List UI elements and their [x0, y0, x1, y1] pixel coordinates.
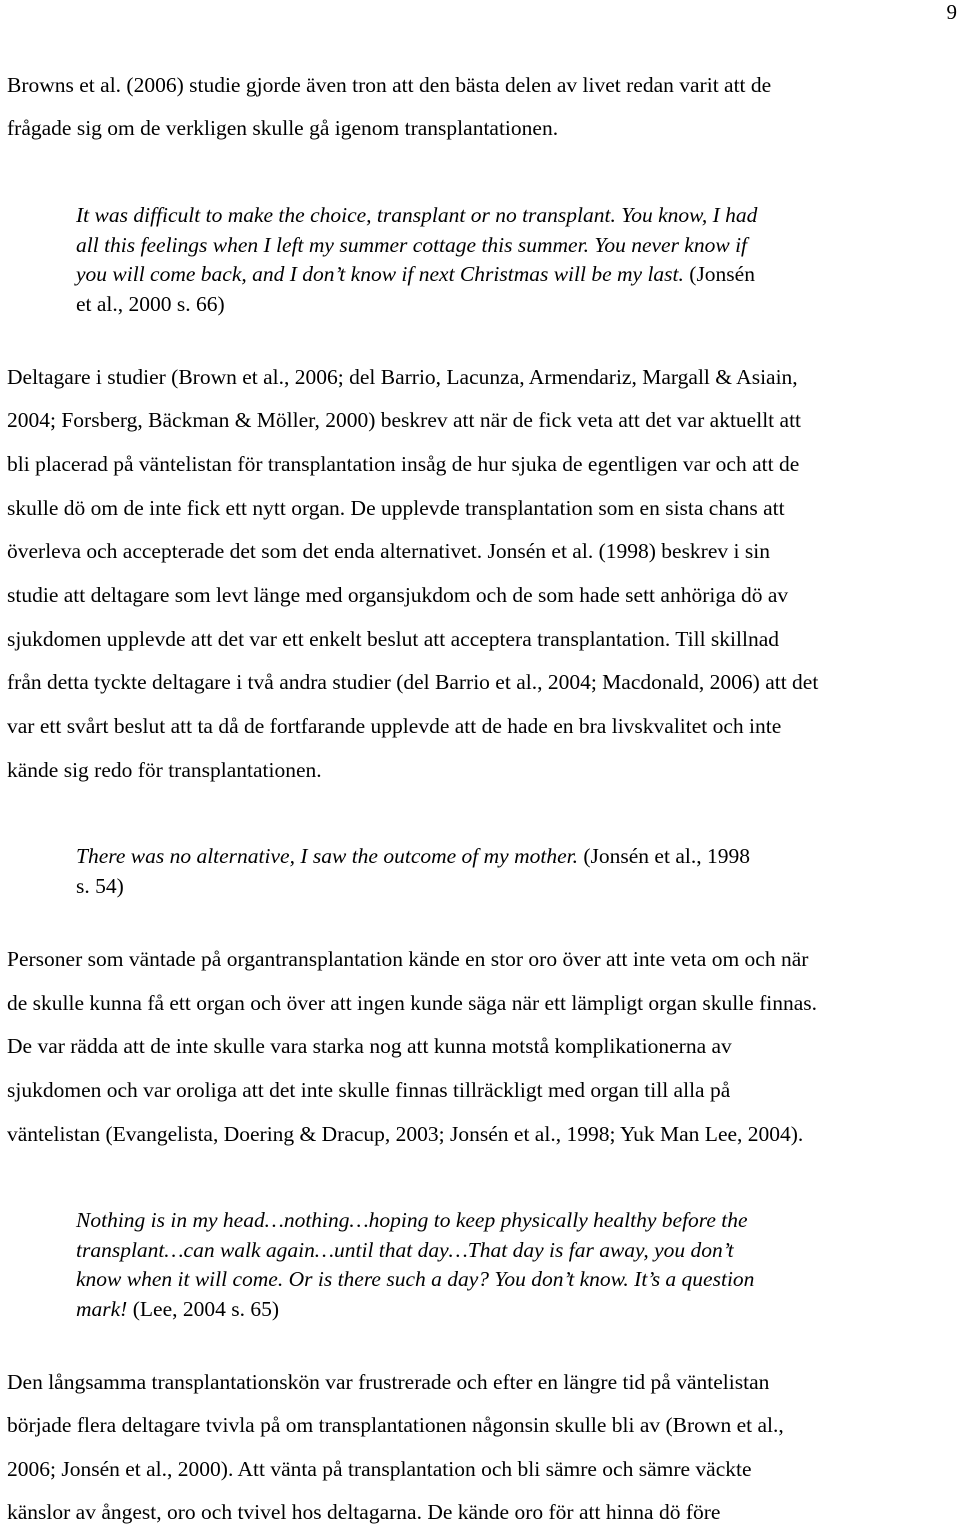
quote-1-citation-line: et al., 2000 s. 66) [76, 292, 225, 316]
paragraph-2-line: studie att deltagare som levt länge med organsjukdom och de som hade sett anhöriga dö av [7, 583, 789, 607]
paragraph-2-line: Deltagare i studier (Brown et al., 2006; del Barrio, Lacunza, Armendariz, Margall & Asiain, [7, 365, 798, 389]
paragraph-4-line: började flera deltagare tvivla på om transplantationen någonsin skulle bli av (Brown et al., [7, 1413, 784, 1437]
paragraph-2-line: 2004; Forsberg, Bäckman & Möller, 2000) beskrev att när de fick veta att det var aktuellt att [7, 408, 802, 432]
quote-3-text: mark! [76, 1297, 128, 1321]
paragraph-4-line: känslor av ångest, oro och tvivel hos deltagarna. De kände oro för att hinna dö före [7, 1500, 721, 1524]
quote-2-text: There was no alternative, I saw the outcome of my mother. [76, 844, 578, 868]
paragraph-3-line: de skulle kunna få ett organ och över att ingen kunde säga när ett lämpligt organ skulle finnas. [7, 991, 818, 1015]
paragraph-4-line: Den långsamma transplantationskön var frustrerade och efter en längre tid på väntelistan [7, 1370, 770, 1394]
quote-1-text: you will come back, and I don’t know if next Christmas will be my last. [76, 262, 684, 286]
quote-3-line: know when it will come. Or is there such a day? You don’t know. It’s a question [76, 1267, 755, 1291]
paragraph-1-line: frågade sig om de verkligen skulle gå igenom transplantationen. [7, 116, 559, 140]
paragraph-2-line: skulle dö om de inte fick ett nytt organ. De upplevde transplantation som en sista chans att [7, 496, 785, 520]
paragraph-3-line: Personer som väntade på organtransplantation kände en stor oro över att inte veta om och när [7, 947, 809, 971]
quote-2-line [76, 844, 750, 869]
quote-1-line: all this feelings when I left my summer cottage this summer. You never know if [76, 233, 748, 257]
quote-3-line [76, 1297, 279, 1322]
quote-3-line: transplant…can walk again…until that day…That day is far away, you don’t [76, 1238, 734, 1262]
quote-2-citation: (Jonsén et al., 1998 [578, 844, 750, 868]
paragraph-2-line: kände sig redo för transplantationen. [7, 758, 322, 782]
paragraph-2-line: var ett svårt beslut att ta då de fortfarande upplevde att de hade en bra livskvalitet och inte [7, 714, 782, 738]
quote-1-line: It was difficult to make the choice, transplant or no transplant. You know, I had [76, 203, 758, 227]
paragraph-3-line: sjukdomen och var oroliga att det inte skulle finnas tillräckligt med organ till alla på [7, 1078, 731, 1102]
paragraph-2-line: sjukdomen upplevde att det var ett enkelt beslut att acceptera transplantation. Till skillnad [7, 627, 780, 651]
paragraph-2-line: överleva och accepterade det som det enda alternativet. Jonsén et al. (1998) beskrev i sin [7, 539, 770, 563]
quote-1-citation: (Jonsén [683, 262, 755, 286]
paragraph-2-line: från detta tyckte deltagare i två andra studier (del Barrio et al., 2004; Macdonald, 2006) att det [7, 670, 819, 694]
quote-1-line [76, 262, 755, 287]
quote-3-citation: (Lee, 2004 s. 65) [127, 1297, 280, 1321]
paragraph-3-line: väntelistan (Evangelista, Doering & Dracup, 2003; Jonsén et al., 1998; Yuk Man Lee, 2004). [7, 1122, 804, 1146]
paragraph-3-line: De var rädda att de inte skulle vara starka nog att kunna motstå komplikationerna av [7, 1034, 732, 1058]
quote-2-citation-line: s. 54) [76, 874, 124, 898]
quote-3-line: Nothing is in my head…nothing…hoping to keep physically healthy before the [76, 1208, 748, 1232]
paragraph-2-line: bli placerad på väntelistan för transplantation insåg de hur sjuka de egentligen var och att de [7, 452, 800, 476]
paragraph-1-line: Browns et al. (2006) studie gjorde även tron att den bästa delen av livet redan varit att de [7, 73, 772, 97]
page-number: 9 [946, 0, 957, 24]
paragraph-4-line: 2006; Jonsén et al., 2000). Att vänta på transplantation och bli sämre och sämre väckte [7, 1457, 752, 1481]
